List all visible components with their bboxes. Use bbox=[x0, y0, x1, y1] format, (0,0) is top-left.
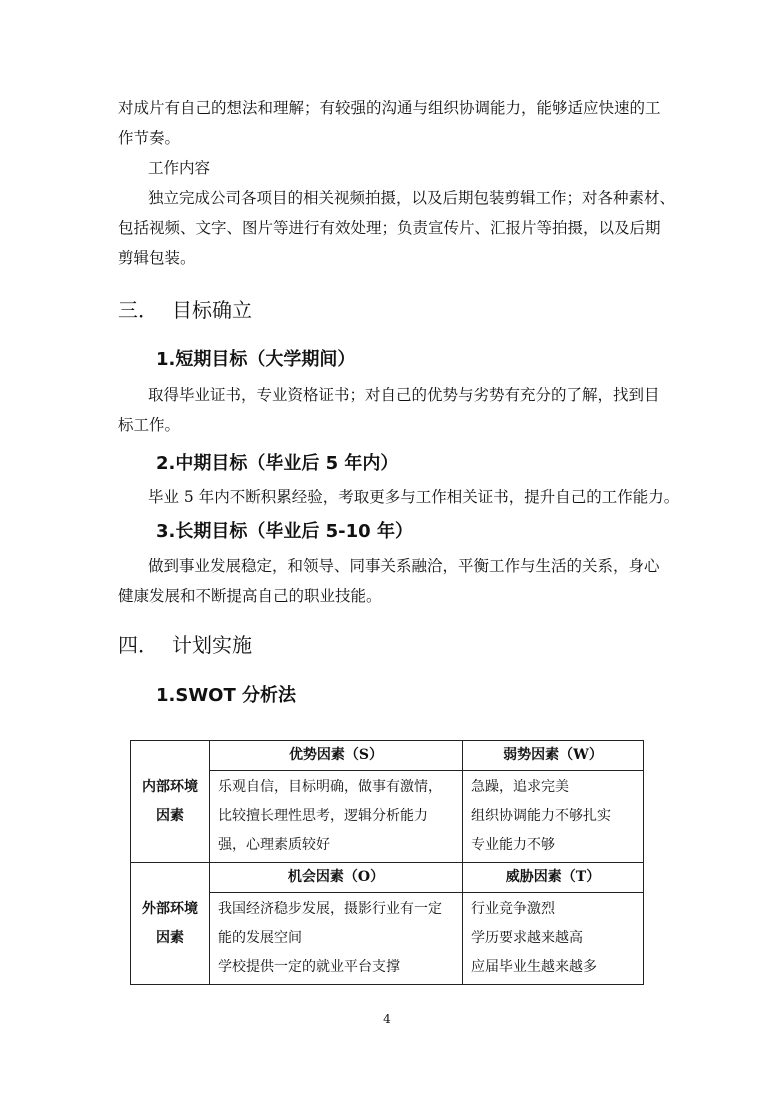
short-term-line: 取得毕业证书，专业资格证书；对自己的优势与劣势有充分的了解，找到目 bbox=[148, 386, 660, 404]
table-row bbox=[131, 741, 644, 771]
work-line: 独立完成公司各项目的相关视频拍摄，以及后期包装剪辑工作；对各种素材、 bbox=[148, 189, 676, 207]
strengths-cell: 乐观自信，目标明确，做事有激情， 比较擅长理性思考，逻辑分析能力 强，心理素质较好 bbox=[210, 771, 463, 863]
long-term-line: 健康发展和不断提高自己的职业技能。 bbox=[118, 587, 382, 605]
external-factors-label: 外部环境 因素 bbox=[131, 863, 210, 985]
swot-heading: 1.SWOT 分析法 bbox=[156, 685, 297, 706]
strengths-header: 优势因素（S） bbox=[210, 741, 463, 771]
short-term-paragraph bbox=[118, 380, 658, 440]
internal-factors-label: 内部环境 因素 bbox=[131, 741, 210, 863]
page-number: 4 bbox=[383, 1012, 391, 1026]
swot-table bbox=[130, 740, 644, 985]
opportunities-cell: 我国经济稳步发展，摄影行业有一定 能的发展空间 学校提供一定的就业平台支撑 bbox=[210, 893, 463, 985]
weaknesses-cell: 急躁，追求完美 组织协调能力不够扎实 专业能力不够 bbox=[463, 771, 644, 863]
long-term-paragraph bbox=[118, 551, 658, 611]
section-heading-4 bbox=[118, 629, 252, 658]
work-content-body bbox=[118, 183, 676, 273]
intro-line: 对成片有自己的想法和理解；有较强的沟通与组织协调能力，能够适应快速的工 bbox=[118, 99, 661, 117]
section-number: 四． bbox=[118, 633, 158, 657]
work-content-paragraph bbox=[118, 153, 688, 183]
work-line: 剪辑包装。 bbox=[118, 249, 196, 267]
table-row bbox=[131, 863, 644, 893]
threats-cell: 行业竞争激烈 学历要求越来越高 应届毕业生越来越多 bbox=[463, 893, 644, 985]
mid-term-line: 毕业 5 年内不断积累经验，考取更多与工作相关证书，提升自己的工作能力。 bbox=[148, 488, 680, 506]
section-title: 目标确立 bbox=[172, 298, 252, 322]
section-title: 计划实施 bbox=[172, 633, 252, 657]
short-term-line: 标工作。 bbox=[118, 416, 181, 434]
long-term-heading: 3.长期目标（毕业后 5-10 年） bbox=[156, 521, 413, 542]
work-content-label: 工作内容 bbox=[148, 159, 211, 177]
mid-term-paragraph bbox=[118, 482, 680, 512]
intro-line: 作节奏。 bbox=[118, 129, 181, 147]
work-line: 包括视频、文字、图片等进行有效处理；负责宣传片、汇报片等拍摄，以及后期 bbox=[118, 219, 661, 237]
section-number: 三． bbox=[118, 298, 158, 322]
threats-header: 威胁因素（T） bbox=[463, 863, 644, 893]
short-term-heading: 1.短期目标（大学期间） bbox=[156, 349, 356, 370]
section-heading-3 bbox=[118, 294, 252, 323]
long-term-line: 做到事业发展稳定，和领导、同事关系融洽，平衡工作与生活的关系，身心 bbox=[148, 557, 660, 575]
mid-term-heading: 2.中期目标（毕业后 5 年内） bbox=[156, 453, 399, 474]
weaknesses-header: 弱势因素（W） bbox=[463, 741, 644, 771]
intro-paragraph bbox=[118, 93, 661, 153]
opportunities-header: 机会因素（O） bbox=[210, 863, 463, 893]
